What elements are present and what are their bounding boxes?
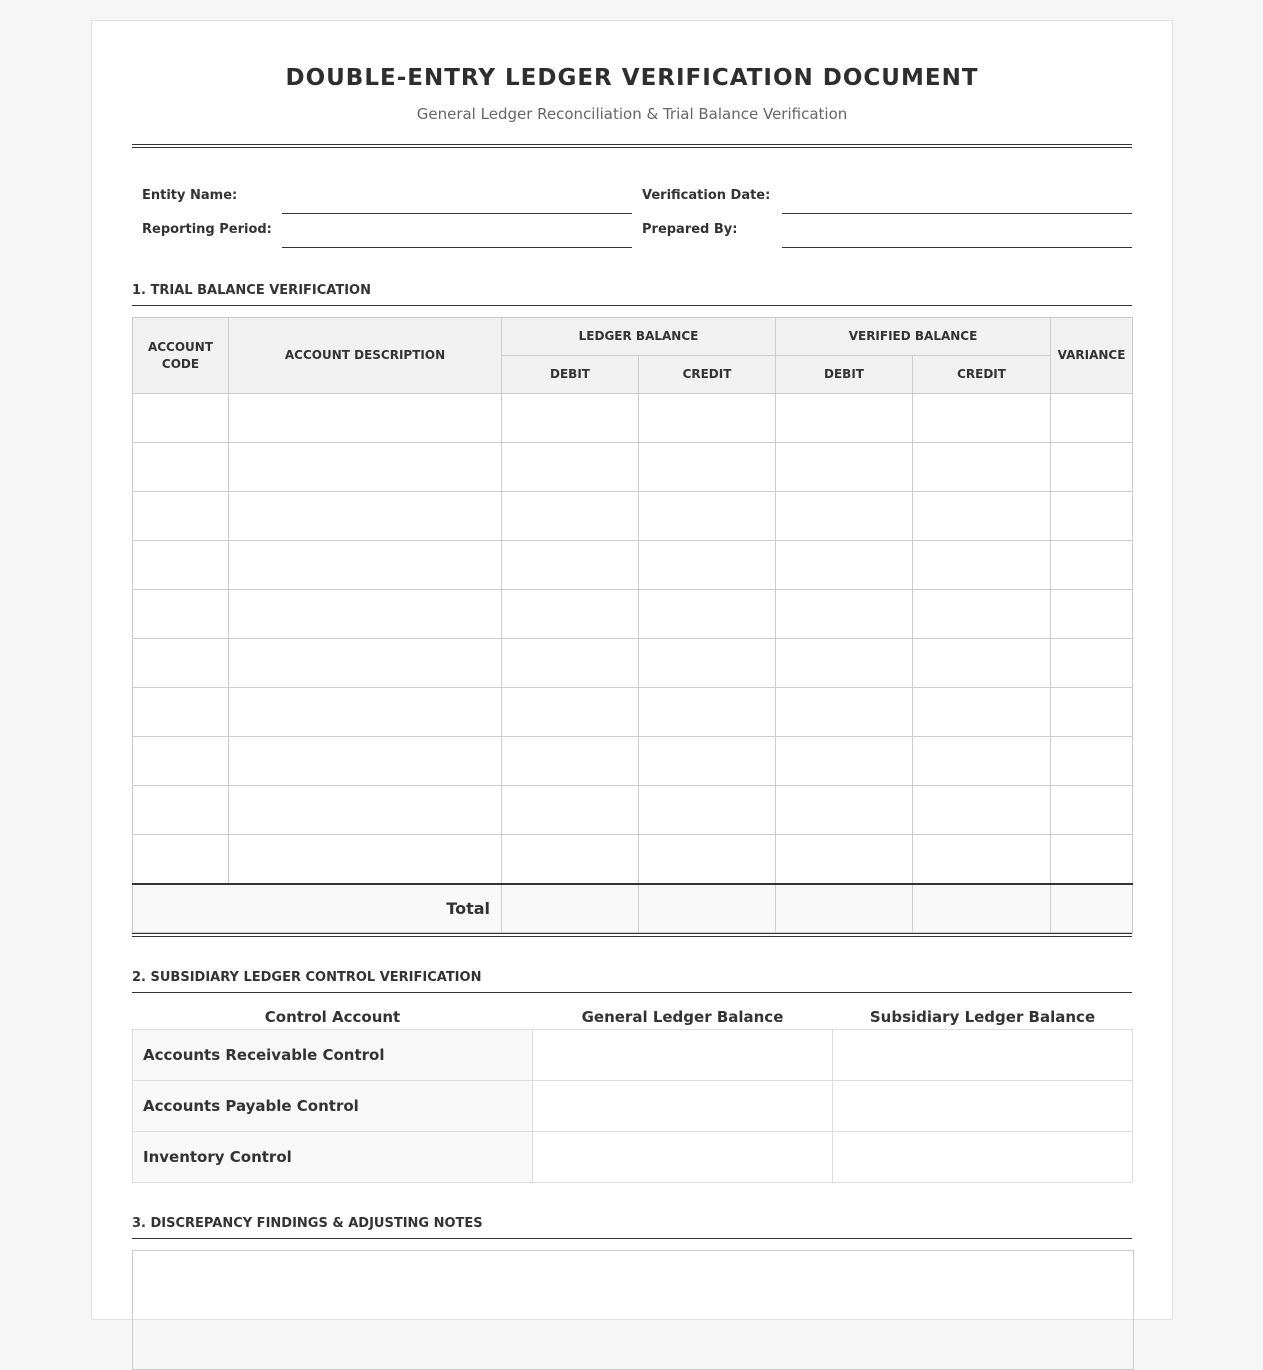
verified-debit-cell[interactable] bbox=[776, 394, 913, 443]
account-code-cell[interactable] bbox=[133, 492, 229, 541]
ledger-credit-cell[interactable] bbox=[639, 394, 776, 443]
account-code-cell[interactable] bbox=[133, 737, 229, 786]
ledger-credit-cell[interactable] bbox=[639, 737, 776, 786]
ledger-credit-cell[interactable] bbox=[639, 639, 776, 688]
variance-cell[interactable] bbox=[1051, 443, 1133, 492]
verified-credit-cell[interactable] bbox=[913, 541, 1051, 590]
document-page bbox=[91, 20, 1173, 1320]
account-description-cell[interactable] bbox=[229, 786, 502, 835]
verified-credit-cell[interactable] bbox=[913, 786, 1051, 835]
variance-cell[interactable] bbox=[1051, 394, 1133, 443]
total-row bbox=[133, 884, 1133, 933]
trial-balance-table bbox=[132, 317, 1133, 933]
subsidiary-ledger-balance-cell[interactable] bbox=[833, 1080, 1133, 1131]
table-row bbox=[133, 590, 1133, 639]
section-trial-balance-heading: 1. TRIAL BALANCE VERIFICATION bbox=[132, 283, 1132, 306]
col-ledger-credit: CREDIT bbox=[639, 356, 776, 394]
variance-cell[interactable] bbox=[1051, 786, 1133, 835]
table-row bbox=[133, 835, 1133, 884]
account-code-cell[interactable] bbox=[133, 443, 229, 492]
account-code-cell[interactable] bbox=[133, 394, 229, 443]
table-row bbox=[133, 443, 1133, 492]
general-ledger-balance-cell[interactable] bbox=[533, 1080, 833, 1131]
ledger-debit-cell[interactable] bbox=[502, 786, 639, 835]
table-row bbox=[133, 1029, 1133, 1080]
total-ledger-credit-cell[interactable] bbox=[639, 884, 776, 933]
variance-cell[interactable] bbox=[1051, 590, 1133, 639]
total-variance-cell[interactable] bbox=[1051, 884, 1133, 933]
verified-credit-cell[interactable] bbox=[913, 590, 1051, 639]
general-ledger-balance-cell[interactable] bbox=[533, 1029, 833, 1080]
verified-debit-cell[interactable] bbox=[776, 786, 913, 835]
variance-cell[interactable] bbox=[1051, 835, 1133, 884]
control-account-name: Accounts Receivable Control bbox=[133, 1029, 533, 1080]
col-subsidiary-ledger-balance: Subsidiary Ledger Balance bbox=[869, 1007, 1096, 1026]
prepared-by-label: Prepared By: bbox=[642, 222, 738, 237]
section-subsidiary-heading: 2. SUBSIDIARY LEDGER CONTROL VERIFICATION bbox=[132, 970, 1132, 993]
ledger-debit-cell[interactable] bbox=[502, 394, 639, 443]
total-label: Total bbox=[133, 884, 502, 933]
section-discrepancy-heading: 3. DISCREPANCY FINDINGS & ADJUSTING NOTES bbox=[132, 1216, 1132, 1239]
page-title: DOUBLE-ENTRY LEDGER VERIFICATION DOCUMENT bbox=[285, 65, 979, 91]
ledger-debit-cell[interactable] bbox=[502, 541, 639, 590]
ledger-debit-cell[interactable] bbox=[502, 492, 639, 541]
table-row bbox=[133, 492, 1133, 541]
col-account-description: ACCOUNT DESCRIPTION bbox=[229, 318, 502, 394]
account-description-cell[interactable] bbox=[229, 639, 502, 688]
col-group-verified-balance: VERIFIED BALANCE bbox=[776, 318, 1051, 356]
table-row bbox=[133, 786, 1133, 835]
verified-debit-cell[interactable] bbox=[776, 688, 913, 737]
entity-info-section bbox=[132, 148, 1132, 258]
ledger-credit-cell[interactable] bbox=[639, 492, 776, 541]
verified-credit-cell[interactable] bbox=[913, 492, 1051, 541]
ledger-debit-cell[interactable] bbox=[502, 688, 639, 737]
ledger-debit-cell[interactable] bbox=[502, 737, 639, 786]
verified-credit-cell[interactable] bbox=[913, 835, 1051, 884]
subsidiary-ledger-balance-cell[interactable] bbox=[833, 1029, 1133, 1080]
account-description-cell[interactable] bbox=[229, 443, 502, 492]
account-description-cell[interactable] bbox=[229, 394, 502, 443]
account-description-cell[interactable] bbox=[229, 590, 502, 639]
verified-credit-cell[interactable] bbox=[913, 639, 1051, 688]
ledger-debit-cell[interactable] bbox=[502, 590, 639, 639]
table-row bbox=[133, 737, 1133, 786]
table-row bbox=[133, 394, 1133, 443]
trial-balance-body bbox=[133, 394, 1133, 933]
verified-debit-cell[interactable] bbox=[776, 639, 913, 688]
variance-cell[interactable] bbox=[1051, 737, 1133, 786]
col-account-code: ACCOUNT CODE bbox=[133, 318, 229, 394]
subsidiary-ledger-balance-cell[interactable] bbox=[833, 1131, 1133, 1182]
verified-debit-cell[interactable] bbox=[776, 737, 913, 786]
control-account-name: Inventory Control bbox=[133, 1131, 533, 1182]
account-description-cell[interactable] bbox=[229, 688, 502, 737]
account-code-cell[interactable] bbox=[133, 639, 229, 688]
col-ledger-debit: DEBIT bbox=[502, 356, 639, 394]
account-code-cell[interactable] bbox=[133, 541, 229, 590]
discrepancy-notes-field[interactable] bbox=[132, 1250, 1134, 1370]
table-row bbox=[133, 541, 1133, 590]
account-code-cell[interactable] bbox=[133, 590, 229, 639]
account-code-cell[interactable] bbox=[133, 688, 229, 737]
verified-debit-cell[interactable] bbox=[776, 443, 913, 492]
table-row bbox=[133, 1080, 1133, 1131]
prepared-by-field[interactable] bbox=[782, 228, 1132, 248]
verified-credit-cell[interactable] bbox=[913, 688, 1051, 737]
col-verified-credit: CREDIT bbox=[913, 356, 1051, 394]
variance-cell[interactable] bbox=[1051, 688, 1133, 737]
total-verified-debit-cell[interactable] bbox=[776, 884, 913, 933]
entity-name-label: Entity Name: bbox=[142, 188, 238, 203]
account-description-cell[interactable] bbox=[229, 541, 502, 590]
trial-balance-double-rule bbox=[132, 933, 1132, 937]
col-variance: VARIANCE bbox=[1051, 318, 1133, 394]
ledger-credit-cell[interactable] bbox=[639, 590, 776, 639]
account-description-cell[interactable] bbox=[229, 835, 502, 884]
subsidiary-ledger-table bbox=[132, 1005, 1133, 1183]
ledger-credit-cell[interactable] bbox=[639, 835, 776, 884]
entity-name-field[interactable] bbox=[282, 194, 632, 214]
ledger-debit-cell[interactable] bbox=[502, 835, 639, 884]
table-row bbox=[133, 688, 1133, 737]
verified-debit-cell[interactable] bbox=[776, 541, 913, 590]
col-group-ledger-balance: LEDGER BALANCE bbox=[502, 318, 776, 356]
account-description-cell[interactable] bbox=[229, 737, 502, 786]
verification-date-label: Verification Date: bbox=[642, 188, 771, 203]
control-account-name: Accounts Payable Control bbox=[133, 1080, 533, 1131]
variance-cell[interactable] bbox=[1051, 541, 1133, 590]
ledger-credit-cell[interactable] bbox=[639, 541, 776, 590]
verified-debit-cell[interactable] bbox=[776, 492, 913, 541]
general-ledger-balance-cell[interactable] bbox=[533, 1131, 833, 1182]
table-row bbox=[133, 639, 1133, 688]
col-general-ledger-balance: General Ledger Balance bbox=[581, 1007, 784, 1026]
ledger-debit-cell[interactable] bbox=[502, 639, 639, 688]
total-verified-credit-cell[interactable] bbox=[913, 884, 1051, 933]
table-row bbox=[133, 1131, 1133, 1182]
verified-debit-cell[interactable] bbox=[776, 835, 913, 884]
ledger-credit-cell[interactable] bbox=[639, 443, 776, 492]
variance-cell[interactable] bbox=[1051, 492, 1133, 541]
reporting-period-field[interactable] bbox=[282, 228, 632, 248]
ledger-credit-cell[interactable] bbox=[639, 688, 776, 737]
reporting-period-label: Reporting Period: bbox=[142, 222, 272, 237]
account-code-cell[interactable] bbox=[133, 786, 229, 835]
verified-credit-cell[interactable] bbox=[913, 394, 1051, 443]
verification-date-field[interactable] bbox=[782, 194, 1132, 214]
account-description-cell[interactable] bbox=[229, 492, 502, 541]
total-ledger-debit-cell[interactable] bbox=[502, 884, 639, 933]
col-verified-debit: DEBIT bbox=[776, 356, 913, 394]
variance-cell[interactable] bbox=[1051, 639, 1133, 688]
ledger-credit-cell[interactable] bbox=[639, 786, 776, 835]
verified-credit-cell[interactable] bbox=[913, 443, 1051, 492]
page-subtitle: General Ledger Reconciliation & Trial Balance Verification bbox=[416, 105, 848, 123]
col-control-account: Control Account bbox=[264, 1007, 401, 1026]
verified-credit-cell[interactable] bbox=[913, 737, 1051, 786]
account-code-cell[interactable] bbox=[133, 835, 229, 884]
ledger-debit-cell[interactable] bbox=[502, 443, 639, 492]
verified-debit-cell[interactable] bbox=[776, 590, 913, 639]
